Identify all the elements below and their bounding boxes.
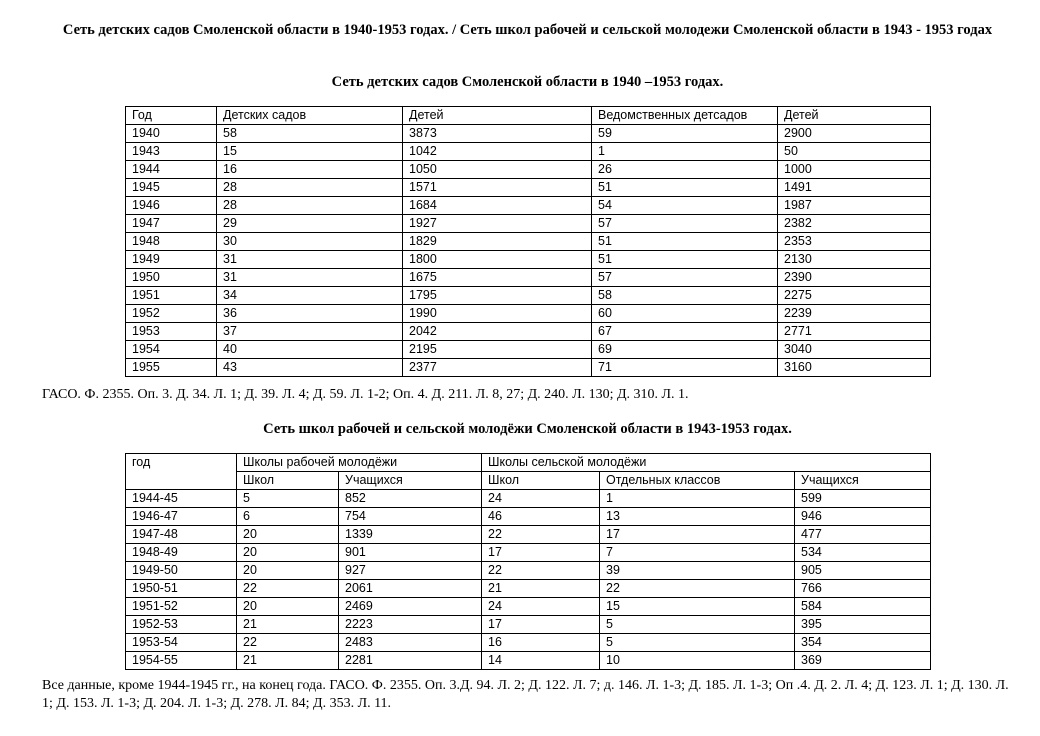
table-cell: 5 (600, 616, 795, 634)
table-row (126, 251, 931, 269)
table-cell: 395 (795, 616, 931, 634)
table-cell: 2900 (778, 125, 931, 143)
table-cell: 354 (795, 634, 931, 652)
table-cell: 1948-49 (126, 544, 237, 562)
table-row (126, 526, 931, 544)
table-row (126, 323, 931, 341)
table-cell: 2275 (778, 287, 931, 305)
table-cell: 24 (482, 598, 600, 616)
table-cell: 59 (592, 125, 778, 143)
table-cell: 40 (217, 341, 403, 359)
table-cell: 30 (217, 233, 403, 251)
table-cell: 1946-47 (126, 508, 237, 526)
column-group-rural-schools: Школы сельской молодёжи (482, 454, 931, 472)
table-cell: 1953-54 (126, 634, 237, 652)
table-cell: 22 (237, 634, 339, 652)
column-group-worker-schools: Школы рабочей молодёжи (237, 454, 482, 472)
table-cell: 16 (217, 161, 403, 179)
table-cell: 28 (217, 179, 403, 197)
table-cell: 2223 (339, 616, 482, 634)
table-cell: 51 (592, 251, 778, 269)
school-table (125, 453, 931, 670)
table-cell: 17 (600, 526, 795, 544)
table-row (126, 634, 931, 652)
table-row (126, 508, 931, 526)
table-row (126, 197, 931, 215)
kindergarten-table-title: Сеть детских садов Смоленской области в 1940 –1953 годах. (331, 74, 724, 90)
column-header: Школ (237, 472, 339, 490)
table-cell: 5 (237, 490, 339, 508)
table-cell: 2281 (339, 652, 482, 670)
table-cell: 21 (482, 580, 600, 598)
table-cell: 1 (600, 490, 795, 508)
table-cell: 34 (217, 287, 403, 305)
table-cell: 1 (592, 143, 778, 161)
table-row (126, 616, 931, 634)
table-cell: 927 (339, 562, 482, 580)
table-cell: 1951-52 (126, 598, 237, 616)
table-cell: 28 (217, 197, 403, 215)
table-cell: 21 (237, 652, 339, 670)
kindergarten-table (125, 106, 931, 377)
table-cell: 1927 (403, 215, 592, 233)
table-cell: 1953 (126, 323, 217, 341)
table-row (126, 341, 931, 359)
table-row (126, 490, 931, 508)
table-cell: 477 (795, 526, 931, 544)
table-cell: 1950-51 (126, 580, 237, 598)
table-cell: 22 (237, 580, 339, 598)
table-cell: 3160 (778, 359, 931, 377)
table-row (126, 305, 931, 323)
table-cell: 1571 (403, 179, 592, 197)
table-subheader-row (126, 472, 931, 490)
table-cell: 46 (482, 508, 600, 526)
table-cell: 2195 (403, 341, 592, 359)
table-cell: 7 (600, 544, 795, 562)
table-row (126, 598, 931, 616)
column-header: Учащихся (795, 472, 931, 490)
table-cell: 2239 (778, 305, 931, 323)
table-cell: 31 (217, 269, 403, 287)
table-cell: 1955 (126, 359, 217, 377)
table-cell: 22 (482, 562, 600, 580)
table-cell: 1800 (403, 251, 592, 269)
table-cell: 20 (237, 544, 339, 562)
table-cell: 54 (592, 197, 778, 215)
table-cell: 1987 (778, 197, 931, 215)
column-header: Учащихся (339, 472, 482, 490)
table-cell: 22 (600, 580, 795, 598)
table-cell: 6 (237, 508, 339, 526)
table-cell: 369 (795, 652, 931, 670)
table-row (126, 652, 931, 670)
table-row (126, 215, 931, 233)
table-cell: 36 (217, 305, 403, 323)
table-cell: 51 (592, 233, 778, 251)
table-cell: 1952-53 (126, 616, 237, 634)
table-cell: 3040 (778, 341, 931, 359)
table-cell: 37 (217, 323, 403, 341)
table-cell: 2382 (778, 215, 931, 233)
table-cell: 58 (592, 287, 778, 305)
table-cell: 57 (592, 215, 778, 233)
table-header-row (126, 107, 931, 125)
table-cell: 1949-50 (126, 562, 237, 580)
table-cell: 15 (600, 598, 795, 616)
table-cell: 2377 (403, 359, 592, 377)
table-cell: 1795 (403, 287, 592, 305)
table-cell: 1339 (339, 526, 482, 544)
table-cell: 26 (592, 161, 778, 179)
table-row (126, 179, 931, 197)
table-header-row (126, 454, 931, 472)
table-cell: 17 (482, 544, 600, 562)
table-cell: 22 (482, 526, 600, 544)
table-cell: 901 (339, 544, 482, 562)
column-header-year: год (126, 454, 237, 490)
table-cell: 1943 (126, 143, 217, 161)
table-cell: 1042 (403, 143, 592, 161)
table-cell: 20 (237, 526, 339, 544)
table-cell: 1990 (403, 305, 592, 323)
table-cell: 2390 (778, 269, 931, 287)
table-cell: 2130 (778, 251, 931, 269)
table-cell: 39 (600, 562, 795, 580)
table-cell: 1829 (403, 233, 592, 251)
table-cell: 69 (592, 341, 778, 359)
table-cell: 1954-55 (126, 652, 237, 670)
table-row (126, 359, 931, 377)
table-cell: 852 (339, 490, 482, 508)
table-cell: 946 (795, 508, 931, 526)
table-cell: 13 (600, 508, 795, 526)
table-cell: 16 (482, 634, 600, 652)
table-cell: 2469 (339, 598, 482, 616)
table-cell: 21 (237, 616, 339, 634)
column-header: Школ (482, 472, 600, 490)
table-cell: 1950 (126, 269, 217, 287)
table-row (126, 287, 931, 305)
table-cell: 1940 (126, 125, 217, 143)
table-cell: 1945 (126, 179, 217, 197)
table-cell: 1948 (126, 233, 217, 251)
table-cell: 24 (482, 490, 600, 508)
table-cell: 599 (795, 490, 931, 508)
table-cell: 1944 (126, 161, 217, 179)
table-cell: 3873 (403, 125, 592, 143)
table-cell: 60 (592, 305, 778, 323)
table-row (126, 143, 931, 161)
column-header: Детей (778, 107, 931, 125)
table-cell: 51 (592, 179, 778, 197)
column-header: Ведомственных детсадов (592, 107, 778, 125)
table-cell: 29 (217, 215, 403, 233)
table-cell: 20 (237, 598, 339, 616)
table-cell: 10 (600, 652, 795, 670)
table-cell: 1946 (126, 197, 217, 215)
table-row (126, 269, 931, 287)
page-title: Сеть детских садов Смоленской области в 1940-1953 годах. / Сеть школ рабочей и сельской молодежи Смоленской области в 1943 - 1953 годах (62, 22, 993, 38)
table-cell: 15 (217, 143, 403, 161)
table-cell: 1951 (126, 287, 217, 305)
table-cell: 534 (795, 544, 931, 562)
table-cell: 1491 (778, 179, 931, 197)
school-source-note: Все данные, кроме 1944-1945 гг., на конец года. ГАСО. Ф. 2355. Оп. 3.Д. 94. Л. 2; Д. 122. Л. 7; д. 146. Л. 1-3; Д. 185. Л. 1-3; Оп .4. Д. 2. Л. 4; Д. 123. Л. 1; Д. 130. Л. 1; Д. 153. Л. 1-3; Д. 204. Л. 1-3; Д. 278. Л. 84; Д. 353. Л. 11. (42, 678, 1009, 711)
table-row (126, 125, 931, 143)
table-cell: 67 (592, 323, 778, 341)
table-cell: 754 (339, 508, 482, 526)
table-cell: 57 (592, 269, 778, 287)
table-row (126, 562, 931, 580)
table-cell: 17 (482, 616, 600, 634)
table-cell: 31 (217, 251, 403, 269)
table-cell: 1944-45 (126, 490, 237, 508)
column-header: Отдельных классов (600, 472, 795, 490)
table-cell: 1947 (126, 215, 217, 233)
table-row (126, 580, 931, 598)
table-row (126, 233, 931, 251)
table-cell: 2771 (778, 323, 931, 341)
table-cell: 1684 (403, 197, 592, 215)
school-table-title: Сеть школ рабочей и сельской молодёжи Смоленской области в 1943-1953 годах. (263, 421, 792, 437)
table-cell: 50 (778, 143, 931, 161)
table-cell: 5 (600, 634, 795, 652)
column-header: Год (126, 107, 217, 125)
table-row (126, 544, 931, 562)
table-cell: 1000 (778, 161, 931, 179)
table-cell: 58 (217, 125, 403, 143)
table-cell: 905 (795, 562, 931, 580)
table-cell: 2042 (403, 323, 592, 341)
table-cell: 1954 (126, 341, 217, 359)
table-cell: 1675 (403, 269, 592, 287)
table-cell: 71 (592, 359, 778, 377)
table-cell: 1952 (126, 305, 217, 323)
table-cell: 2061 (339, 580, 482, 598)
table-cell: 1949 (126, 251, 217, 269)
table-cell: 584 (795, 598, 931, 616)
table-cell: 43 (217, 359, 403, 377)
table-cell: 1947-48 (126, 526, 237, 544)
table-cell: 766 (795, 580, 931, 598)
column-header: Детских садов (217, 107, 403, 125)
table-row (126, 161, 931, 179)
kindergarten-source-note: ГАСО. Ф. 2355. Оп. 3. Д. 34. Л. 1; Д. 39. Л. 4; Д. 59. Л. 1-2; Оп. 4. Д. 211. Л. 8, 27; Д. 240. Л. 130; Д. 310. Л. 1. (42, 387, 689, 402)
table-cell: 2483 (339, 634, 482, 652)
column-header: Детей (403, 107, 592, 125)
table-cell: 14 (482, 652, 600, 670)
table-cell: 20 (237, 562, 339, 580)
table-cell: 2353 (778, 233, 931, 251)
table-cell: 1050 (403, 161, 592, 179)
